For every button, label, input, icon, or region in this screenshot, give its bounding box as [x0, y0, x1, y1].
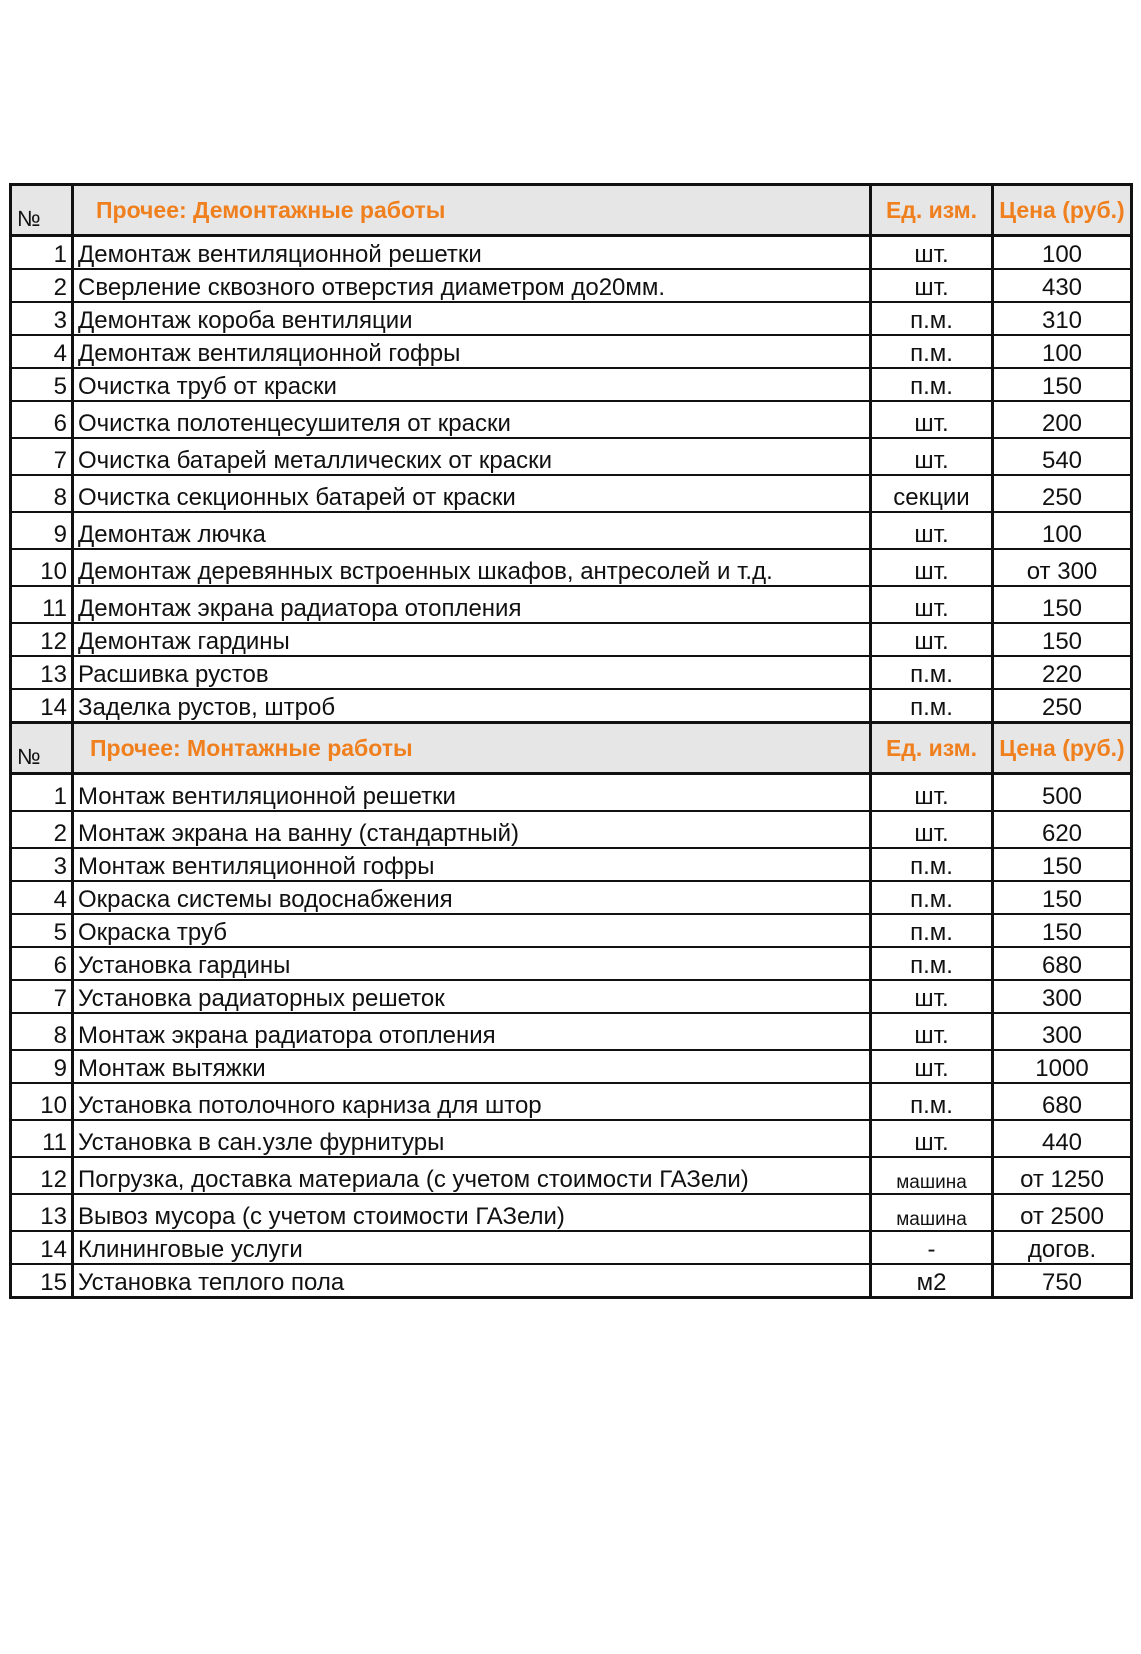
table-row: [11, 1083, 1132, 1120]
row-number: 3: [11, 848, 73, 881]
row-number: 8: [11, 1013, 73, 1050]
section-title-installation: Прочее: Монтажные работы: [73, 723, 871, 774]
table-row: [11, 980, 1132, 1013]
work-name: Демонтаж короба вентиляции: [73, 302, 871, 335]
work-price: 500: [993, 774, 1132, 812]
work-unit: шт.: [871, 623, 993, 656]
work-name: Монтаж экрана на ванну (стандартный): [73, 811, 871, 848]
work-unit: шт.: [871, 1050, 993, 1083]
table-row: [11, 689, 1132, 723]
work-price: 300: [993, 980, 1132, 1013]
table-row: [11, 1194, 1132, 1231]
row-number: 10: [11, 549, 73, 586]
column-header-price: Цена (руб.): [993, 723, 1132, 774]
work-name: Установка теплого пола: [73, 1264, 871, 1298]
table-row: [11, 1013, 1132, 1050]
work-name: Демонтаж лючка: [73, 512, 871, 549]
table-row: [11, 269, 1132, 302]
table-row: [11, 811, 1132, 848]
table-row: [11, 549, 1132, 586]
work-name: Монтаж экрана радиатора отопления: [73, 1013, 871, 1050]
table-row: [11, 1157, 1132, 1194]
work-unit: м2: [871, 1264, 993, 1298]
table-row: [11, 475, 1132, 512]
work-name: Окраска системы водоснабжения: [73, 881, 871, 914]
table-row: [11, 586, 1132, 623]
work-price: 1000: [993, 1050, 1132, 1083]
work-price: 150: [993, 368, 1132, 401]
row-number: 9: [11, 1050, 73, 1083]
work-name: Очистка секционных батарей от краски: [73, 475, 871, 512]
column-header-number: №: [11, 723, 73, 774]
table-row: [11, 302, 1132, 335]
work-unit: п.м.: [871, 368, 993, 401]
work-price: 430: [993, 269, 1132, 302]
work-unit: п.м.: [871, 848, 993, 881]
table-row: [11, 438, 1132, 475]
row-number: 13: [11, 1194, 73, 1231]
row-number: 5: [11, 368, 73, 401]
work-name: Очистка батарей металлических от краски: [73, 438, 871, 475]
work-price: 620: [993, 811, 1132, 848]
work-unit: п.м.: [871, 881, 993, 914]
row-number: 8: [11, 475, 73, 512]
work-price: 150: [993, 623, 1132, 656]
row-number: 11: [11, 1120, 73, 1157]
price-list-body: [11, 185, 1132, 1298]
work-price: от 1250: [993, 1157, 1132, 1194]
work-price: от 2500: [993, 1194, 1132, 1231]
table-row: [11, 335, 1132, 368]
work-name: Установка радиаторных решеток: [73, 980, 871, 1013]
work-unit: машина: [871, 1157, 993, 1194]
row-number: 4: [11, 335, 73, 368]
column-header-unit: Ед. изм.: [871, 723, 993, 774]
work-unit: -: [871, 1231, 993, 1264]
work-unit: шт.: [871, 549, 993, 586]
work-price: 540: [993, 438, 1132, 475]
section-header-dismantling: [11, 185, 1132, 236]
work-name: Погрузка, доставка материала (с учетом стоимости ГАЗели): [73, 1157, 871, 1194]
row-number: 2: [11, 811, 73, 848]
work-unit: п.м.: [871, 302, 993, 335]
work-name: Демонтаж вентиляционной решетки: [73, 236, 871, 270]
row-number: 9: [11, 512, 73, 549]
work-name: Установка в сан.узле фурнитуры: [73, 1120, 871, 1157]
work-price: 300: [993, 1013, 1132, 1050]
row-number: 5: [11, 914, 73, 947]
column-header-unit: Ед. изм.: [871, 185, 993, 236]
table-row: [11, 848, 1132, 881]
work-price: догов.: [993, 1231, 1132, 1264]
work-unit: п.м.: [871, 1083, 993, 1120]
row-number: 7: [11, 438, 73, 475]
work-price: 680: [993, 947, 1132, 980]
work-price: 440: [993, 1120, 1132, 1157]
table-row: [11, 512, 1132, 549]
row-number: 15: [11, 1264, 73, 1298]
work-price: 680: [993, 1083, 1132, 1120]
work-name: Демонтаж деревянных встроенных шкафов, антресолей и т.д.: [73, 549, 871, 586]
work-unit: шт.: [871, 774, 993, 812]
work-unit: шт.: [871, 512, 993, 549]
row-number: 2: [11, 269, 73, 302]
work-unit: машина: [871, 1194, 993, 1231]
work-unit: секции: [871, 475, 993, 512]
work-unit: п.м.: [871, 914, 993, 947]
table-row: [11, 947, 1132, 980]
row-number: 12: [11, 1157, 73, 1194]
row-number: 1: [11, 774, 73, 812]
table-row: [11, 774, 1132, 812]
work-name: Вывоз мусора (с учетом стоимости ГАЗели): [73, 1194, 871, 1231]
work-name: Демонтаж гардины: [73, 623, 871, 656]
column-header-number: №: [11, 185, 73, 236]
row-number: 6: [11, 947, 73, 980]
work-price: 100: [993, 236, 1132, 270]
row-number: 12: [11, 623, 73, 656]
work-price: 100: [993, 335, 1132, 368]
work-unit: шт.: [871, 586, 993, 623]
work-name: Расшивка рустов: [73, 656, 871, 689]
section-header-installation: [11, 723, 1132, 774]
work-unit: п.м.: [871, 947, 993, 980]
work-name: Окраска труб: [73, 914, 871, 947]
row-number: 10: [11, 1083, 73, 1120]
work-unit: шт.: [871, 438, 993, 475]
row-number: 7: [11, 980, 73, 1013]
work-unit: шт.: [871, 811, 993, 848]
table-row: [11, 623, 1132, 656]
work-unit: шт.: [871, 236, 993, 270]
work-price: от 300: [993, 549, 1132, 586]
work-price: 200: [993, 401, 1132, 438]
table-row: [11, 1120, 1132, 1157]
table-row: [11, 236, 1132, 270]
table-row: [11, 881, 1132, 914]
row-number: 14: [11, 689, 73, 723]
work-price: 150: [993, 881, 1132, 914]
row-number: 1: [11, 236, 73, 270]
row-number: 11: [11, 586, 73, 623]
work-name: Демонтаж вентиляционной гофры: [73, 335, 871, 368]
work-price: 150: [993, 848, 1132, 881]
work-name: Демонтаж экрана радиатора отопления: [73, 586, 871, 623]
work-name: Установка гардины: [73, 947, 871, 980]
work-name: Очистка труб от краски: [73, 368, 871, 401]
work-unit: шт.: [871, 980, 993, 1013]
table-row: [11, 1264, 1132, 1298]
work-price: 150: [993, 914, 1132, 947]
row-number: 14: [11, 1231, 73, 1264]
work-name: Сверление сквозного отверстия диаметром до20мм.: [73, 269, 871, 302]
work-unit: шт.: [871, 269, 993, 302]
work-name: Очистка полотенцесушителя от краски: [73, 401, 871, 438]
row-number: 6: [11, 401, 73, 438]
table-row: [11, 914, 1132, 947]
work-name: Установка потолочного карниза для штор: [73, 1083, 871, 1120]
work-unit: шт.: [871, 1120, 993, 1157]
work-name: Клининговые услуги: [73, 1231, 871, 1264]
work-price: 250: [993, 475, 1132, 512]
price-list-table: [9, 183, 1133, 1299]
section-title-dismantling: Прочее: Демонтажные работы: [73, 185, 871, 236]
row-number: 3: [11, 302, 73, 335]
work-name: Монтаж вентиляционной гофры: [73, 848, 871, 881]
work-unit: шт.: [871, 401, 993, 438]
work-unit: п.м.: [871, 689, 993, 723]
work-price: 750: [993, 1264, 1132, 1298]
work-price: 150: [993, 586, 1132, 623]
table-row: [11, 1050, 1132, 1083]
work-price: 100: [993, 512, 1132, 549]
work-unit: п.м.: [871, 656, 993, 689]
work-unit: п.м.: [871, 335, 993, 368]
work-name: Заделка рустов, штроб: [73, 689, 871, 723]
table-row: [11, 1231, 1132, 1264]
work-name: Монтаж вытяжки: [73, 1050, 871, 1083]
work-price: 310: [993, 302, 1132, 335]
table-row: [11, 656, 1132, 689]
work-unit: шт.: [871, 1013, 993, 1050]
price-list-sheet: [9, 183, 1130, 1299]
work-price: 250: [993, 689, 1132, 723]
work-price: 220: [993, 656, 1132, 689]
work-name: Монтаж вентиляционной решетки: [73, 774, 871, 812]
table-row: [11, 368, 1132, 401]
column-header-price: Цена (руб.): [993, 185, 1132, 236]
row-number: 13: [11, 656, 73, 689]
table-row: [11, 401, 1132, 438]
row-number: 4: [11, 881, 73, 914]
